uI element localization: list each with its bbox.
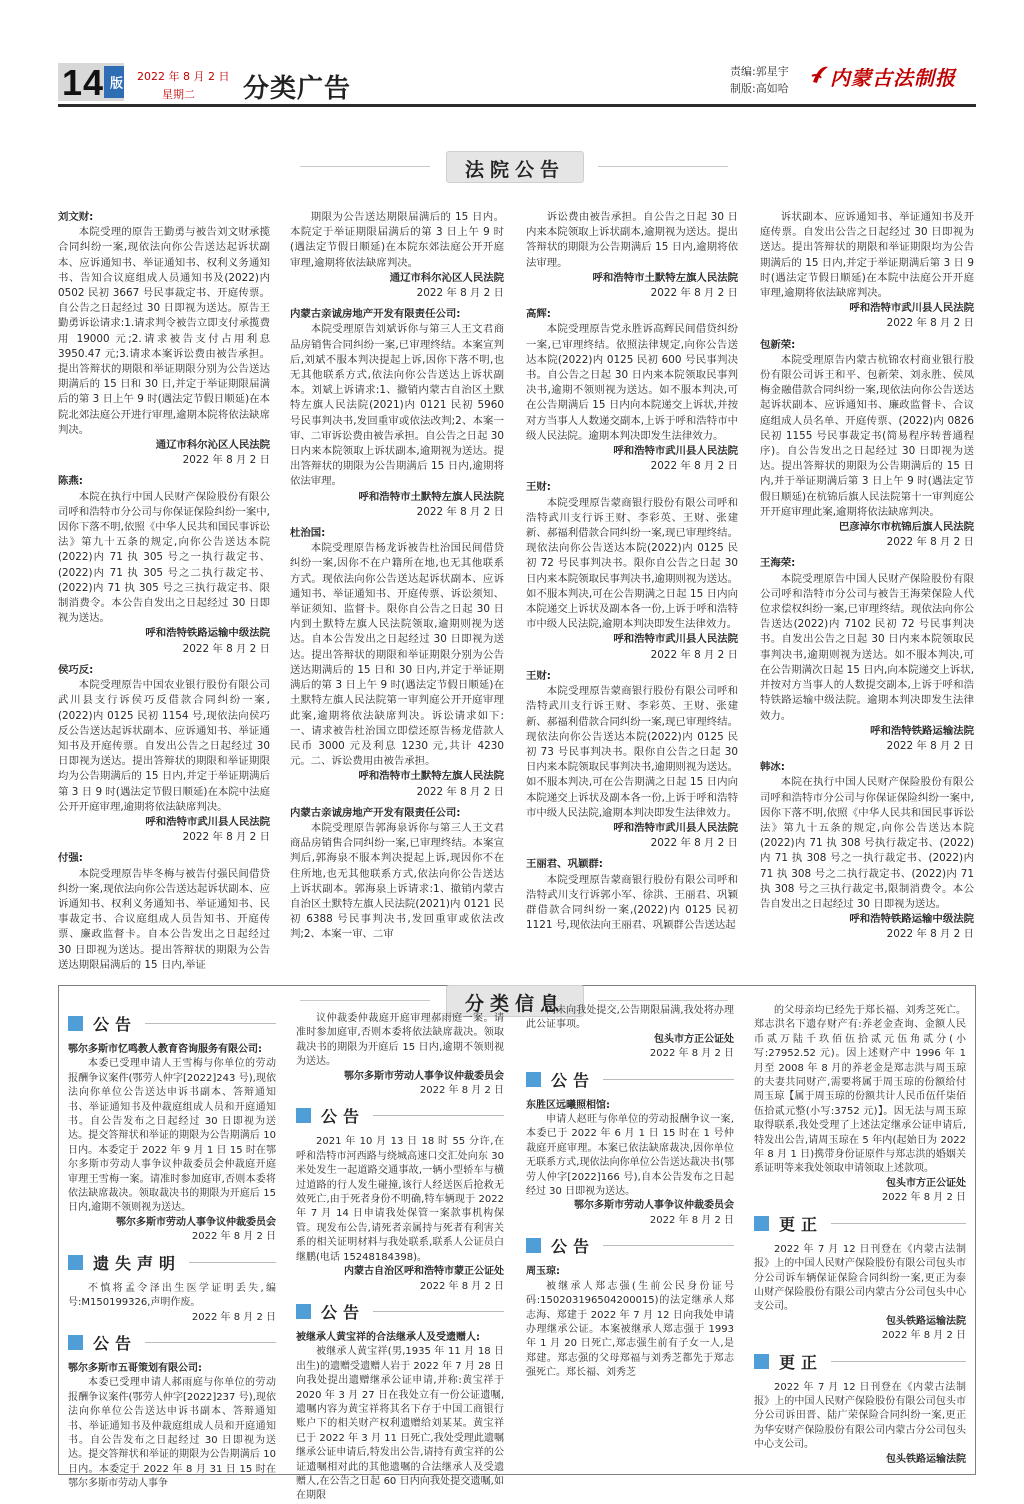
heading-rule <box>603 1245 734 1246</box>
notice-heading <box>754 1350 966 1373</box>
notice-item <box>526 1004 734 1062</box>
notice-issuer: 包头铁路运输法院 <box>886 1453 966 1465</box>
notice-body: 诉讼费由被告承担。自公告之日起 30 日内来本院领取上诉状副本,逾期视为送达。提出答辩状的期限为公告期满后 15 日内,逾期将依法审理。 <box>526 211 738 269</box>
banner-rule-left <box>300 166 430 167</box>
notice-addressee: 周玉琼: <box>526 1266 560 1278</box>
notice-body: 2022 年 7 月 12 日刊登在《内蒙古法制报》上的中国人民财产保险股份有限公司包头市分公司诉车辆保证保险合同纠纷一案,更正为泰山财产保险股份有限公司内蒙古分公司包头中心支公司。 <box>754 1243 966 1313</box>
heading-marker <box>754 1216 769 1231</box>
classified-column-2 <box>296 1012 504 1502</box>
notice-date: 2022 年 8 月 2 日 <box>886 317 974 330</box>
classified-column-4 <box>754 1004 966 1470</box>
notice-body: 本委已受理申请人王雪梅与你单位的劳动报酬争议案件(鄂劳人仲字[2022]243 号),现依法向你单位公告送达申诉书副本、答辩通知书、举证通知书及仲裁庭组成人员和开庭通知书。自公告发布之日起经过 30 日即视为送达。提交答辩状和举证的期限为公告期满后 10 日内。本委定于 2022 年 9 月 1 日 15 时在鄂尔多斯市劳动人事争议仲裁委员会仲裁庭开庭审理王雪梅一案。请准时参加庭审,否则本委将依法缺席裁决。领取裁决书的期限为开庭后 15 日内,逾期不领则视为送达。 <box>68 1058 276 1214</box>
heading-marker <box>68 1335 83 1350</box>
notice-item <box>526 480 738 662</box>
notice-addressee: 鄂尔多斯市忆鸣教人教育咨询服务有限公司: <box>68 1044 262 1055</box>
notice-issuer: 包头市方正公证处 <box>886 1177 966 1189</box>
issue-date: 2022 年 8 月 2 日 <box>137 70 230 83</box>
notice-addressee: 陈燕: <box>58 475 83 488</box>
producer-credit: 制版:高如哈 <box>730 82 789 95</box>
notice-item <box>760 556 974 754</box>
notice-issuer: 包头市方正公证处 <box>654 1033 734 1045</box>
notice-item <box>296 1135 504 1293</box>
heading-rule <box>831 1223 966 1224</box>
notice-item <box>290 526 504 800</box>
notice-body: 本院受理原告党永胜诉高辉民间借贷纠纷一案,已审理终结。依照法律规定,向你公告送达本院(2022)内 0125 民初 600 号民事判决书。自公告之日起 30 日内来本院领取民事判决书,逾期不领则视为送达。如不服本判决,可在公告期满后 15 日内向本院递交上诉状,并按对方当事人人数递交副本,上诉于呼和浩特市中级人民法院。逾期本判决即发生法律效力。 <box>526 323 738 442</box>
notice-issuer: 呼和浩特市武川县人民法院 <box>145 815 270 828</box>
notice-item <box>760 760 974 942</box>
notice-addressee: 王财: <box>526 669 551 682</box>
notice-body: 本院受理原告中国农业银行股份有限公司武川县支行诉侯巧反借款合同纠纷一案,(2022)内 0125 民初 1154 号,现依法向侯巧反公告送达起诉状副本、应诉通知书、举证通知书及开庭传票。自发出公告之日起经过 30 日即视为送达。提出答辩状的期限和举证期限均为公告期满后的 15 日内,并定于举证期满后第 3 日 9 时(遇法定节假日顺延)在本院中法庭公开开庭审理,逾期将依法缺席判决。 <box>58 679 270 813</box>
classified-column-1 <box>68 1008 276 1490</box>
heading-rule <box>603 1079 734 1080</box>
notice-item <box>296 1331 504 1504</box>
notice-body: 议仲裁委仲裁庭开庭审理郝雨庭一案。请准时参加庭审,否则本委将依法缺席裁决。领取裁决书的期限为开庭后 15 日内,逾期不领则视为送达。 <box>296 1013 504 1068</box>
notice-body: 本院受理原告蒙商银行股份有限公司呼和浩特武川支行诉王财、李彩英、王财、张建新、郝福利借款合同纠纷一案,现已审理终结。现依法向你公告送达本院(2022)内 0125 民初 72 号民事判决书。限你自公告之日起 30 日内来本院领取民事判决书,逾期则视为送达。如不服本判决,可在公告期满之日起 15 日内向本院递交上诉状及副本各一份,上诉于呼和浩特市中级人民法院,逾期本判决即发生法律效力。 <box>526 496 738 631</box>
notice-body: 被继承人郑志强(生前公民身份证号码:150203196504200015)的法定继承人郑志海、郑建于 2022 年 7 月 12 日向我处申请办理继承公证。本案被继承人郑志强于 1993 年 1 月 20 日死亡,郑志强生前有子女一人,是郑建。郑志强的父母郑福与刘秀芝都先于郑志强死亡。郑长福、刘秀芝 <box>526 1280 734 1379</box>
court-column-3 <box>526 210 738 980</box>
notice-addressee: 王丽君、巩颖群: <box>526 858 603 871</box>
notice-issuer: 呼和浩特市土默特左旗人民法院 <box>358 770 504 783</box>
heading-marker <box>296 1304 311 1319</box>
notice-issuer: 鄂尔多斯市劳动人事争议仲裁委员会 <box>574 1200 734 1212</box>
notice-item <box>290 806 504 943</box>
notice-body: 本院受理原告中国人民财产保险股份有限公司呼和浩特市分公司与被告王海荣保险人代位求偿权纠纷一案,已审理终结。现依法向你公告送达(2022)内 7102 民初 72 号民事判决书。自发出公告之日起 30 日内来本院领取民事判决书,逾期则视为送达。如不服本判决,可在公告期满次日起 15 日内,向本院递交上诉状,并按对方当事人的人数提交副本,上诉于呼和浩特铁路运输中级法院。逾期本判决即发生法律效力。 <box>760 572 974 722</box>
notice-body: 2021 年 10 月 13 日 18 时 55 分许,在呼和浩特市河西路与绕城高速口交汇处向东 30 米处发生一起道路交通事故,一辆小型轿车与横过道路的行人发生碰撞,该行人经送医后抢救无效死亡,由于死者身份不明确,特车辆现于 2022 年 7 月 14 日申请我处保管一案款事机构保管。现发布公告,请死者亲属持与死者有利害关系的相关证明材料与我处联系,联系人公证员白继鹏(电话 15248184398)。 <box>296 1136 504 1263</box>
notice-item <box>754 1243 966 1344</box>
notice-date: 2022 年 8 月 2 日 <box>886 928 974 941</box>
notice-heading-label: 公告 <box>93 1015 138 1034</box>
editor-credit: 责编:郭星宇 <box>730 65 789 78</box>
heading-marker <box>526 1238 541 1253</box>
banner-rule-right <box>598 166 728 167</box>
notice-body: 本院受理原告蒙商银行股份有限公司呼和浩特武川支行诉郭小军、徐洪、王丽君、巩颖群借款合同纠纷一案,(2022)内 0125 民初 1121 号,现依法向王丽君、巩颖群公告送达起 <box>526 873 738 932</box>
notice-date: 2022 年 8 月 2 日 <box>416 287 504 300</box>
notice-item <box>526 1265 734 1380</box>
notice-body: 本院受理的原告王勤勇与被告刘文财承揽合同纠纷一案,现依法向你公告送达起诉状副本、应诉通知书、举证通知书、权利义务通知书、告知合议庭组成人员通知书及(2022)内 0502 民初 3667 号民事裁定书、开庭传票。自公告之日起经过 30 日即视为送达。原告王勤勇诉讼请求:1.请求判令被告立即支付承揽费用 19000 元;2.请求被告支付占用利息 3950.47 元;3.请求本案诉讼费由被告承担。提出答辩状的期限和举证期限分别为公告送达期满后的 15 日和 30 日,并定于举证期限届满后的第 3 日上午 9 时(遇法定节假日顺延)在本院北郊法庭公开进行审理,逾期本院将依法缺席判决。 <box>58 226 270 436</box>
notice-date: 2022 年 8 月 2 日 <box>649 1214 734 1226</box>
notice-date: 2022 年 8 月 2 日 <box>650 648 738 661</box>
notice-issuer: 通辽市科尔沁区人民法院 <box>155 439 270 452</box>
notice-heading-label: 公告 <box>93 1333 138 1353</box>
newspaper-logo-icon <box>810 64 830 86</box>
notice-item <box>526 307 738 474</box>
notice-body: 本院在执行中国人民财产保险股份有限公司呼和浩特市分公司与你保证保险纠纷一案中,因你下落不明,依照《中华人民共和国民事诉讼法》第九十五条的规定,向你公告送达本院(2022)内 71 执 305 号之一执行裁定书、(2022)内 71 执 305 号之二执行裁定书、(2022)内 71 执 305 号之三执行裁定书、限制消费令。本公告自发出之日起经过 30 日即视为送达。 <box>58 490 270 625</box>
notice-item <box>68 1282 276 1325</box>
notice-date: 2022 年 8 月 2 日 <box>182 454 270 467</box>
notice-heading-label: 更正 <box>779 1352 824 1372</box>
banner2-rule-right <box>598 1000 728 1001</box>
notice-addressee: 刘文财: <box>58 211 94 223</box>
notice-item <box>290 210 504 301</box>
notice-date: 2022 年 8 月 2 日 <box>191 1311 276 1323</box>
court-column-2 <box>290 210 504 980</box>
notice-body: 本院受理原告毕冬梅与被告付强民间借贷纠纷一案,现依法向你公告送达起诉状副本、应诉通知书、权利义务通知书、举证通知书、民事裁定书、合议庭组成人员告知书、开庭传票、廉政监督卡。自本公告发出之日起经过 30 日即视为送达。提出答辩状的期限为公告送达期限届满后的 15 日内,举证 <box>58 867 270 971</box>
notice-issuer: 呼和浩特市土默特左旗人民法院 <box>592 271 738 284</box>
notice-item <box>526 1099 734 1229</box>
court-notice-banner-title: 法院公告 <box>464 159 565 181</box>
notice-body: 申请人赵旺与你单位的劳动报酬争议一案,本委已于 2022 年 6 月 1 日 15 时在 1 号仲裁庭开庭审理。本案已依法缺席裁决,因你单位无联系方式,现依法向你单位公告送达裁决书(鄂劳人仲字[2022]166 号),自本公告发布之日起经过 30 日即视为送达。 <box>526 1114 734 1198</box>
notice-issuer: 呼和浩特市武川县人民法院 <box>613 821 738 834</box>
heading-marker <box>296 1108 311 1123</box>
classified-banner-title: 分类信息 <box>464 993 565 1015</box>
heading-marker <box>526 1072 541 1087</box>
notice-body: 被继承人黄宝祥(男,1935 年 11 月 18 日出生)的遗赠受遗赠人岩于 2022 年 7 月 28 日向我处提出遗赠继承公证申请,并称:黄宝祥于 2020 年 3 月 27 日在我处立有一份公证遗嘱,遗嘱内容为黄宝祥将其名下存于中国工商银行账户下的相关财产权利遗赠给刘某某。黄宝祥已于 2022 年 3 月 11 日死亡,我处受理此遗嘱继承公证申请后,特发出公告,请持有黄宝祥的公证遗嘱相对此的其他遗嘱的合法继承人及受遗赠人,在公告之日起 60 日内向我处提交遗嘱,如在期限 <box>296 1346 504 1502</box>
notice-addressee: 韩冰: <box>760 761 785 774</box>
notice-addressee: 鄂尔多斯市五哥策划有限公司: <box>68 1362 202 1374</box>
notice-date: 2022 年 8 月 2 日 <box>649 1048 734 1060</box>
notice-item <box>68 1362 276 1492</box>
heading-rule <box>189 1262 276 1263</box>
court-notice-banner <box>446 151 584 183</box>
notice-item <box>68 1043 276 1245</box>
notice-issuer: 呼和浩特市土默特左旗人民法院 <box>358 490 504 503</box>
notice-item <box>58 474 270 656</box>
notice-addressee: 包新荣: <box>760 338 796 351</box>
notice-item <box>760 210 974 332</box>
notice-body: 诉状副本、应诉通知书、举证通知书及开庭传票。自发出公告之日起经过 30 日即视为送达。提出答辩状的期限和举证期限均为公告期满后的 15 日内,并定于举证期满后第 3 日 9 时(遇法定节假日顺延)在本院中法庭公开开庭审理,逾期将依法缺席判决。 <box>760 211 974 300</box>
notice-heading <box>68 1012 276 1035</box>
banner2-rule-left <box>300 1000 430 1001</box>
notice-body: 本院受理原告郭海泉诉你与第三人王文君商品房销售合同纠纷一案,已审理终结。本案宣判后,郭海泉不服本判决提起上诉,现因你不在住所地,也无其他联系方式,依法向你公告送达上诉状副本。郭海泉上诉请求:1、撤销内蒙古自治区土默特左旗人民法院(2021)内 0121 民初 6388 号民事判决书,发回重审或依法改判;2、本案一审、二审 <box>290 821 504 941</box>
notice-heading-label: 更正 <box>779 1214 824 1234</box>
notice-heading <box>754 1212 966 1235</box>
notice-item <box>526 669 738 851</box>
court-column-4 <box>760 210 974 980</box>
notice-body: 不慎将孟令泽出生医学证明丢失,编号:M150199326,声明作废。 <box>68 1282 276 1309</box>
notice-body: 本院受理原告杨龙诉被告杜治国民间借贷纠纷一案,因你不在户籍所在地,也无其他联系方式。现依法向你公告送达起诉状副本、应诉通知书、举证通知书、开庭传票、诉讼须知、举证须知、监督卡。限你自公告之日起 30 日内到土默特左旗人民法院领取,逾期则视为送达。自本公告发出之日起经过 30 日即视为送达。提出答辩状的期限和举证期限分别为公告送达期满后的 15 日和 30 日内,并定于举证期满后的第 3 日上午 9 时(遇法定节假日顺延)在土默特左旗人民法院第一审判庭公开开庭审理此案,逾期将依法缺席判决。诉讼请求如下:一、请求被告杜治国立即偿还原告杨龙借款人民币 3000 元及利息 1230 元,共计 4230 元。二、诉讼费用由被告承担。 <box>290 542 504 768</box>
heading-rule <box>373 1115 504 1116</box>
notice-issuer: 呼和浩特市武川县人民法院 <box>849 302 974 315</box>
heading-marker <box>754 1354 769 1369</box>
page-header <box>0 0 1024 110</box>
notice-issuer: 呼和浩特铁路运输法院 <box>870 724 974 737</box>
notice-heading-label: 公告 <box>321 1302 366 1322</box>
notice-date: 2022 年 8 月 2 日 <box>416 785 504 798</box>
notice-date: 2022 年 8 月 2 日 <box>881 1192 966 1204</box>
heading-rule <box>831 1361 966 1362</box>
notice-issuer: 通辽市科尔沁区人民法院 <box>389 271 504 284</box>
notice-item <box>526 857 738 933</box>
newspaper-name: 内蒙古法制报 <box>830 66 956 90</box>
heading-rule <box>145 1342 276 1343</box>
notice-body: 本院受理原告内蒙古杭锦农村商业银行股份有限公司诉王和平、包新荣、刘永胜、侯凤梅金融借款合同纠纷一案,现依法向你公告送达起诉状副本、应诉通知书、廉政监督卡、合议庭组成人员名单、开庭传票、(2022)内 0826 民初 1155 号民事裁定书(简易程序转普通程序)。自公告发出之日起经过 30 日即视为送达。提出答辩状的期限为公告期满后的 15 日内,并于举证期满后第 3 日上午 9 时(遇法定节假日顺延)在杭锦后旗人民法院第十一审判庭公开开庭审理此案,逾期将依法缺席判决。 <box>760 353 974 518</box>
notice-item <box>526 210 738 301</box>
notice-heading-label: 公告 <box>321 1107 366 1127</box>
notice-date: 2022 年 8 月 2 日 <box>650 837 738 850</box>
notice-addressee: 内蒙古亲诚房地产开发有限责任公司: <box>290 308 461 321</box>
notice-item <box>58 663 270 845</box>
notice-heading <box>68 1331 276 1354</box>
notice-date: 2022 年 8 月 2 日 <box>886 739 974 752</box>
notice-body: 期限为公告送达期限届满后的 15 日内。本院定于举证期限届满后的第 3 日上午 9 时(遇法定节假日顺延)在本院东郊法庭公开开庭审理,逾期将依法缺席判决。 <box>290 211 504 269</box>
notice-heading <box>296 1104 504 1127</box>
notice-issuer: 包头铁路运输法院 <box>886 1315 966 1327</box>
notice-item <box>754 1004 966 1206</box>
notice-date: 2022 年 8 月 2 日 <box>881 1330 966 1342</box>
notice-heading <box>526 1068 734 1091</box>
notice-date: 2022 年 8 月 2 日 <box>419 1085 504 1097</box>
notice-addressee: 王海荣: <box>760 557 796 570</box>
notice-date: 2022 年 8 月 2 日 <box>886 536 974 549</box>
issue-weekday: 星期二 <box>162 88 195 101</box>
notice-issuer: 鄂尔多斯市劳动人事争议仲裁委员会 <box>116 1216 276 1228</box>
notice-body: 本院在执行中国人民财产保险股份有限公司呼和浩特市分公司与你保证保险纠纷一案中,因你下落不明,依照《中华人民共和国民事诉讼法》第九十五条的规定,向你公告送达本院(2022)内 71 执 308 号执行裁定书、(2022)内 71 执 308 号之一执行裁定书、(2022)内 71 执 308 号之二执行裁定书、(2022)内 71 执 308 号之三执行裁定书,限制消费令。本公告自发出之日起经过 30 日即视为送达。 <box>760 776 974 910</box>
heading-marker <box>68 1016 83 1031</box>
notice-issuer: 呼和浩特铁路运输中级法院 <box>145 627 270 640</box>
heading-marker <box>68 1255 83 1270</box>
notice-date: 2022 年 8 月 2 日 <box>650 460 738 473</box>
notice-issuer: 呼和浩特市武川县人民法院 <box>613 633 738 646</box>
notice-item <box>290 307 504 520</box>
heading-rule <box>145 1023 276 1024</box>
notice-heading <box>68 1251 276 1274</box>
notice-body: 本院受理原告蒙商银行股份有限公司呼和浩特武川支行诉王财、李彩英、王财、张建新、郝福利借款合同纠纷一案,现已审理终结。现依法向你公告送达本院(2022)内 0125 民初 73 号民事判决书。限你自公告之日起 30 日内来本院领取民事判决书,逾期则视为送达。如不服本判决,可在公告期满之日起 15 日内向本院递交上诉状及副本各一份,上诉于呼和浩特市中级人民法院,逾期本判决即发生法律效力。 <box>526 685 738 819</box>
notice-issuer: 巴彦淖尔市杭锦后旗人民法院 <box>838 521 974 534</box>
notice-date: 2022 年 8 月 2 日 <box>419 1280 504 1292</box>
notice-body: 2022 年 7 月 12 日刊登在《内蒙古法制报》上的中国人民财产保险股份有限公司包头市分公司诉田晋、陆广荣保险合同纠纷一案,更正为华安财产保险股份有限公司内蒙古分公司包头中心支公司。 <box>754 1381 966 1451</box>
notice-item <box>754 1381 966 1467</box>
page-number: 14 <box>62 62 105 103</box>
notice-date: 2022 年 8 月 2 日 <box>650 287 738 300</box>
section-title: 分类广告 <box>243 74 352 104</box>
notice-heading-label: 公告 <box>551 1070 596 1090</box>
notice-addressee: 杜治国: <box>290 527 326 540</box>
notice-date: 2022 年 8 月 2 日 <box>182 831 270 844</box>
notice-item <box>760 338 974 551</box>
header-rule <box>58 104 976 107</box>
heading-rule <box>373 1311 504 1312</box>
notice-addressee: 被继承人黄宝祥的合法继承人及受遗赠人: <box>296 1331 480 1343</box>
notice-heading <box>526 1234 734 1257</box>
notice-heading-label: 公告 <box>551 1237 596 1257</box>
notice-item <box>296 1012 504 1098</box>
notice-body: 本院受理原告刘斌诉你与第三人王文君商品房销售合同纠纷一案,已审理终结。本案宣判后,刘斌不服本判决提起上诉,因你下落不明,也无其他联系方式,依法向你公告送达上诉状副本。刘斌上诉请求:1、撤销内蒙古自治区土默特左旗人民法院(2021)内 0121 民初 5960 号民事判决书,发回重审或依法改判;2、本案一审、二审诉讼费由被告承担。自公告之日起 30 日内来本院领取上诉状副本,逾期视为送达。提出答辩状的期限为公告期满后 15 日内,逾期将依法审理。 <box>290 323 504 488</box>
notice-issuer: 呼和浩特铁路运输中级法院 <box>849 913 974 926</box>
notice-issuer: 内蒙古自治区呼和浩特市蒙正公证处 <box>344 1266 504 1278</box>
notice-addressee: 王财: <box>526 481 551 494</box>
notice-date: 2022 年 8 月 2 日 <box>182 642 270 655</box>
court-column-1 <box>58 210 270 980</box>
notice-date: 2022 年 8 月 2 日 <box>416 505 504 518</box>
page-label: 版 <box>104 66 124 98</box>
classified-column-3 <box>526 1004 734 1470</box>
notice-item <box>58 210 270 468</box>
notice-body: 内未向我处提交,公告期限届满,我处将办理此公证事项。 <box>526 1005 734 1031</box>
notice-heading-label: 遗失声明 <box>93 1253 182 1273</box>
notice-addressee: 内蒙古亲诚房地产开发有限责任公司: <box>290 806 461 819</box>
notice-item <box>58 851 270 973</box>
notice-date: 2022 年 8 月 2 日 <box>191 1231 276 1243</box>
notice-addressee: 付强: <box>58 852 83 865</box>
notice-body: 本委已受理申请人郝雨庭与你单位的劳动报酬争议案件(鄂劳人仲字[2022]237 号),现依法向你单位公告送达申诉书副本、答辩通知书、举证通知书及仲裁庭组成人员和开庭通知书。自公告发布之日起经过 30 日即视为送达。提交答辩状和举证的期限为公告期满后 10 日内。本委定于 2022 年 8 月 31 日 15 时在鄂尔多斯市劳动人事争 <box>68 1377 276 1490</box>
notice-issuer: 鄂尔多斯市劳动人事争议仲裁委员会 <box>344 1070 504 1082</box>
notice-body: 的父母亲均已经先于郑长福、刘秀芝死亡。郑志洪名下遗存财产有:养老金查询、金额人民币贰万陆千玖佰伍拾贰元伍角贰分(小写:27952.52 元)。因上述财产中 1996 年 1 月至 2008 年 8 月的养老金是郑志洪与周玉琼的夫妻共同财产,需要将属于周玉琼的份额给付周玉琼【属于周玉琼的份额共计人民币伍仟柒佰伍拾贰元整(小写:3752 元)】。因无法与周玉琼取得联系,我处受理了上述法定继承公证申请后,特发出公告,请周玉琼在 5 年内(起始日为 2022 年 8 月 1 日)携带身份证原件与郑志洪的婚姻关系证明等来我处领取申请领取上述款项。 <box>754 1005 966 1175</box>
notice-heading <box>296 1300 504 1323</box>
notice-issuer: 呼和浩特市武川县人民法院 <box>613 445 738 458</box>
notice-addressee: 侯巧反: <box>58 663 94 676</box>
notice-addressee: 高辉: <box>526 308 551 321</box>
notice-addressee: 东胜区远曦照相馆: <box>526 1099 610 1111</box>
